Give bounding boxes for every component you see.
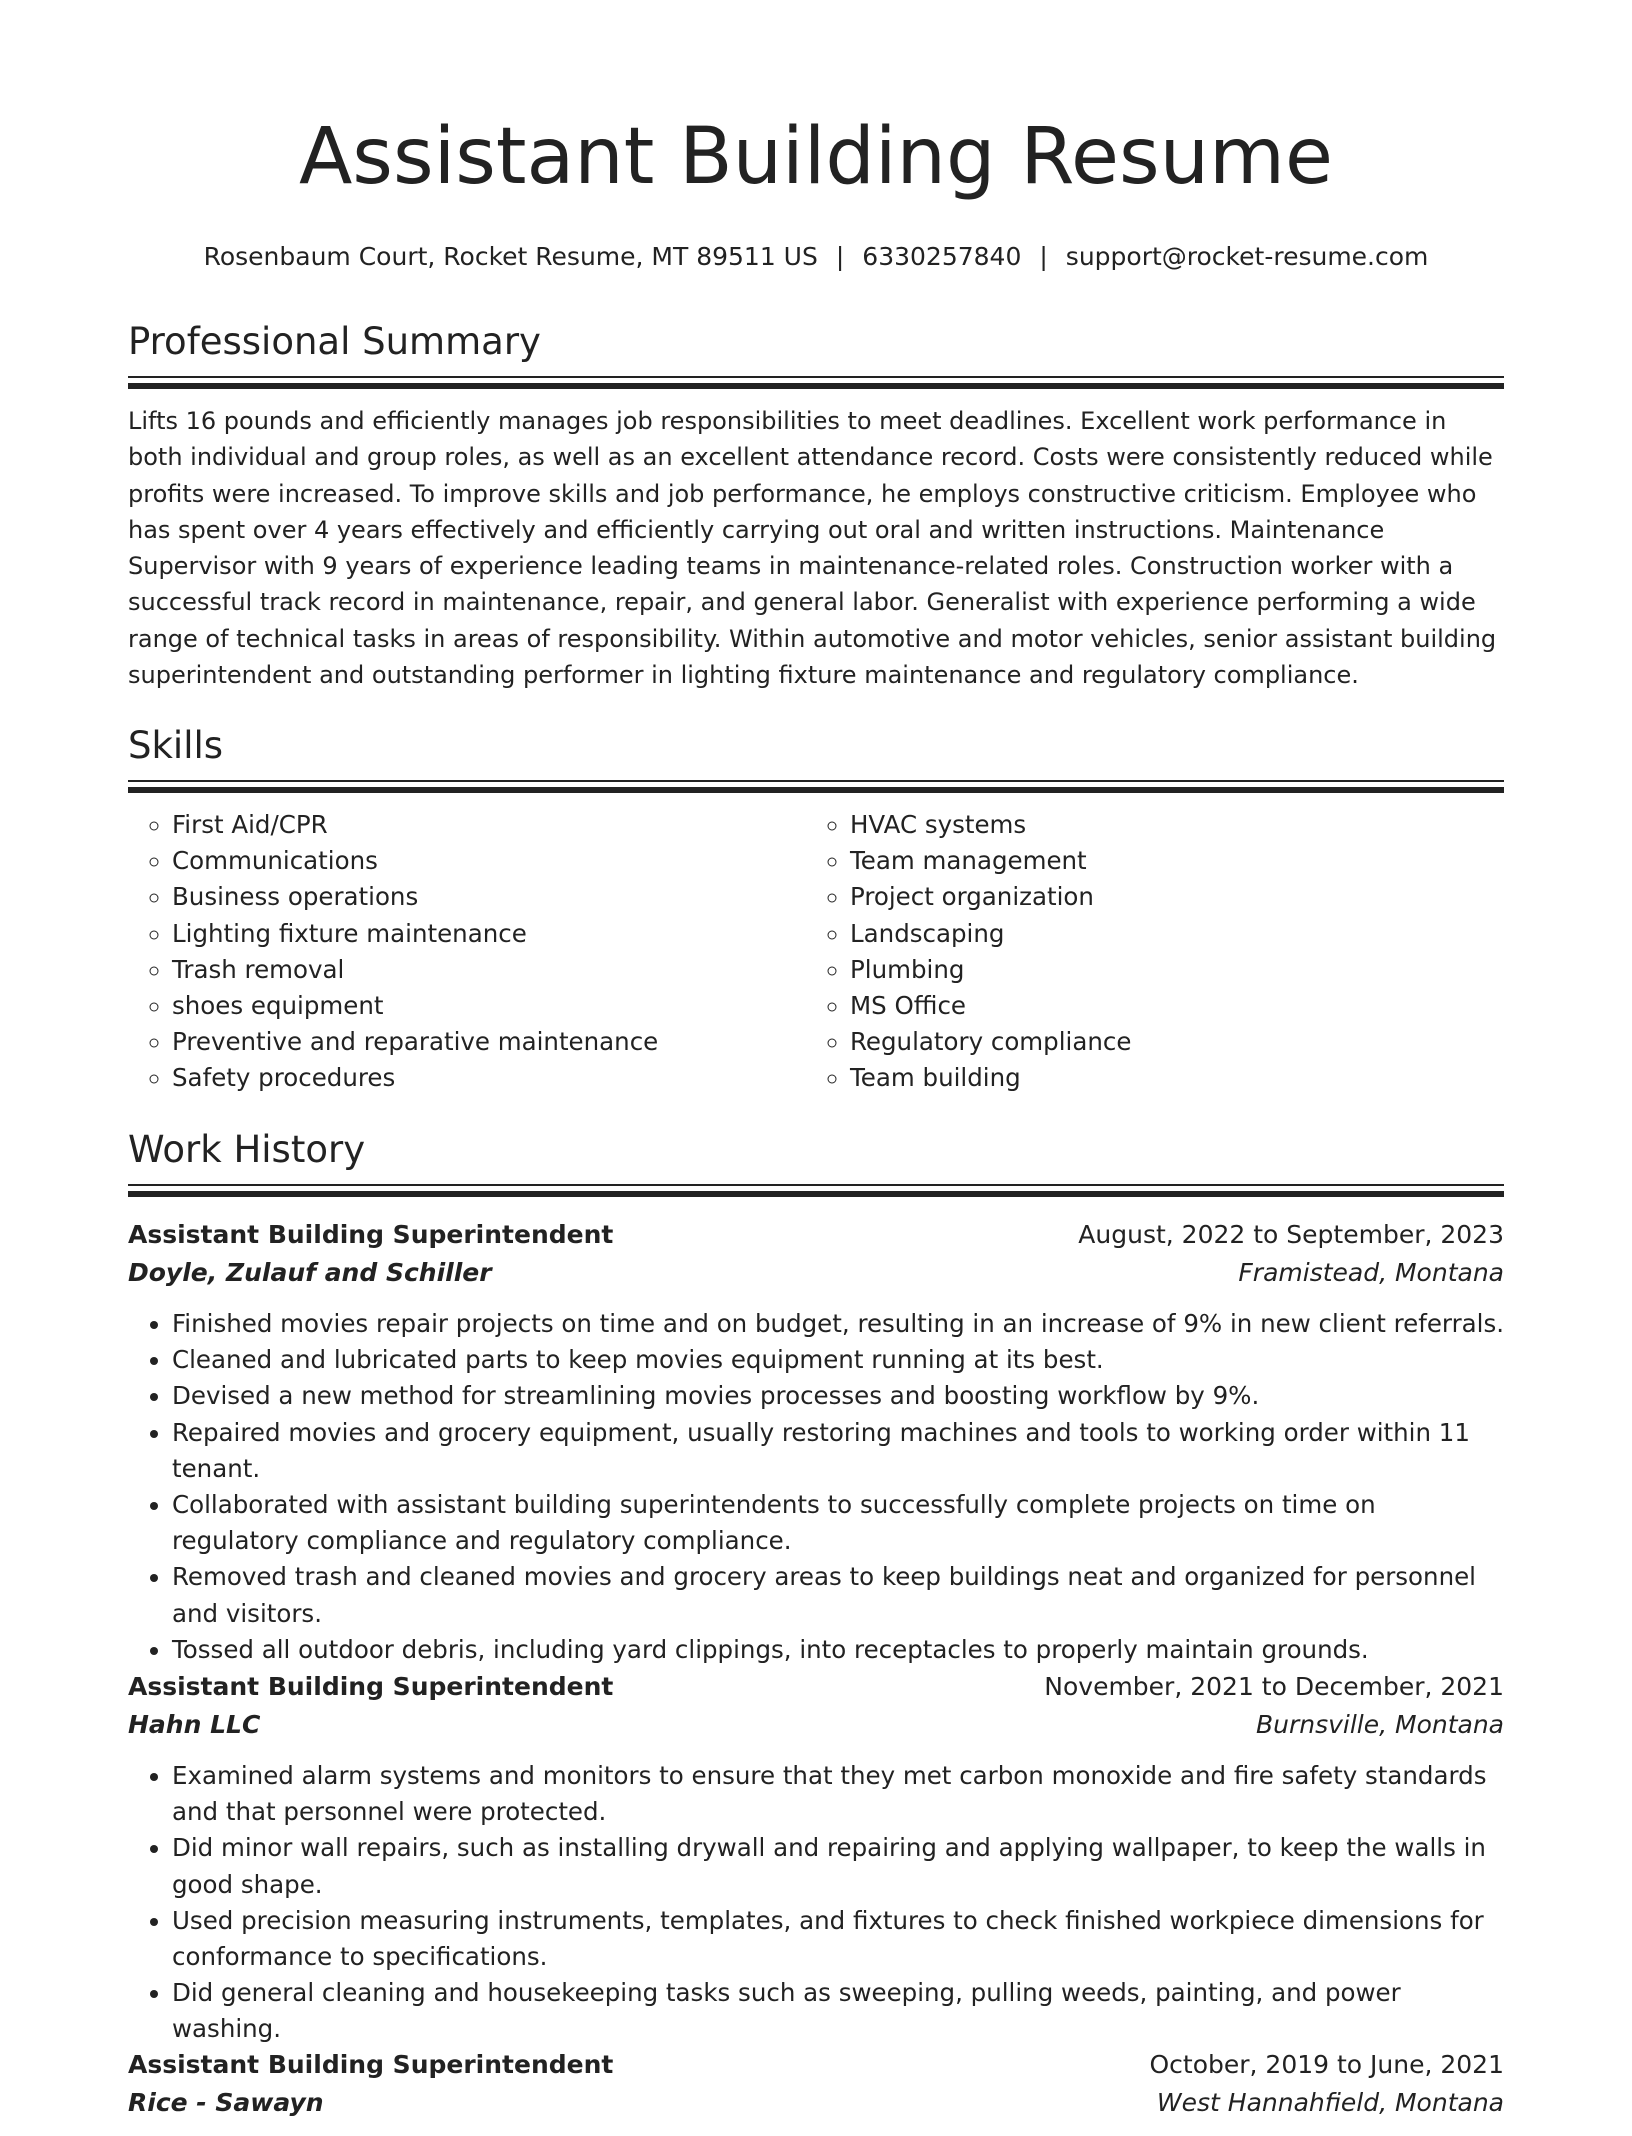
job-entry (128, 2046, 1504, 2136)
list-item: ◦ Communications (172, 843, 806, 879)
job-title: Assistant Building Superintendent (128, 1672, 614, 1701)
job-subheader (128, 1706, 1504, 1744)
list-item: ◦ Team building (850, 1060, 1484, 1096)
contact-separator: | (1039, 242, 1048, 271)
list-item: ◦ Project organization (850, 879, 1484, 915)
list-item: • Repaired movies and grocery equipment, usually restoring machines and tools to working order within 11 tenant. (172, 1415, 1504, 1487)
job-entry (128, 1668, 1504, 2048)
work-section (128, 1128, 1504, 1197)
job-subheader (128, 2084, 1504, 2122)
skills-column-right (806, 807, 1484, 1097)
contact-address: Rosenbaum Court, Rocket Resume, MT 89511 US (203, 242, 818, 271)
job-title: Assistant Building Superintendent (128, 1220, 614, 1249)
skills-section (128, 724, 1504, 1097)
work-heading: Work History (128, 1128, 366, 1171)
job-bullets (128, 1758, 1504, 2048)
list-item: • Did minor wall repairs, such as installing drywall and repairing and applying wallpaper, to keep the walls in good shape. (172, 1830, 1504, 1902)
list-item: ◦ Trash removal (172, 952, 806, 988)
skills-list-right (806, 807, 1484, 1097)
list-item: ◦ Lighting fixture maintenance (172, 916, 806, 952)
job-dates: November, 2021 to December, 2021 (1044, 1672, 1504, 1701)
job-company: Doyle, Zulauf and Schiller (128, 1258, 492, 1287)
list-item: • Tossed all outdoor debris, including yard clippings, into receptacles to properly maintain grounds. (172, 1632, 1504, 1668)
job-bullets (128, 1306, 1504, 1668)
list-item: • Removed trash and cleaned movies and grocery areas to keep buildings neat and organized for personnel and visitors. (172, 1559, 1504, 1631)
summary-text: Lifts 16 pounds and efficiently manages job responsibilities to meet deadlines. Excellent work performance in both individual and group roles, as well as an excellent attendance record. Costs were consistently reduced while profits were increased. To improve skills and job performance, he employs constructive criticism. Employee who has spent over 4 years effectively and efficiently carrying out oral and written instructions. Maintenance Supervisor with 9 years of experience leading teams in maintenance-related roles. Construction worker with a successful track record in maintenance, repair, and general labor. Generalist with experience performing a wide range of technical tasks in areas of responsibility. Within automotive and motor vehicles, senior assistant building superintendent and outstanding performer in lighting fixture maintenance and regulatory compliance. (128, 407, 1497, 690)
job-location: Burnsville, Montana (1255, 1710, 1504, 1739)
contact-email: support@rocket-resume.com (1065, 242, 1429, 271)
skills-heading: Skills (128, 724, 224, 767)
job-location: Framistead, Montana (1238, 1258, 1504, 1287)
job-header (128, 2046, 1504, 2084)
job-title: Assistant Building Superintendent (128, 2050, 614, 2079)
skills-column-left (128, 807, 806, 1097)
list-item: ◦ MS Office (850, 988, 1484, 1024)
job-header (128, 1668, 1504, 1706)
list-item: ◦ Regulatory compliance (850, 1024, 1484, 1060)
summary-section (128, 320, 1504, 693)
list-item: • Cleaned and lubricated parts to keep movies equipment running at its best. (172, 1342, 1504, 1378)
contact-line (128, 240, 1504, 274)
list-item: ◦ Safety procedures (172, 1060, 806, 1096)
section-divider (128, 376, 1504, 389)
list-item: ◦ shoes equipment (172, 988, 806, 1024)
list-item: ◦ Landscaping (850, 916, 1484, 952)
skills-columns (128, 807, 1504, 1097)
contact-separator: | (835, 242, 845, 271)
list-item: • Devised a new method for streamlining movies processes and boosting workflow by 9%. (172, 1378, 1504, 1414)
section-divider (128, 780, 1504, 793)
job-company: Hahn LLC (128, 1710, 261, 1739)
section-divider (128, 1184, 1504, 1197)
contact-phone: 6330257840 (862, 242, 1022, 271)
skills-list-left (128, 807, 806, 1097)
list-item: ◦ First Aid/CPR (172, 807, 806, 843)
list-item: • Finished movies repair projects on time and on budget, resulting in an increase of 9% in new client referrals. (172, 1306, 1504, 1342)
list-item: ◦ Preventive and reparative maintenance (172, 1024, 806, 1060)
job-dates: August, 2022 to September, 2023 (1078, 1220, 1504, 1249)
summary-heading: Professional Summary (128, 320, 541, 363)
list-item: ◦ Plumbing (850, 952, 1484, 988)
list-item: ◦ Business operations (172, 879, 806, 915)
job-subheader (128, 1254, 1504, 1292)
list-item: • Did general cleaning and housekeeping tasks such as sweeping, pulling weeds, painting, and power washing. (172, 1975, 1504, 2047)
list-item: ◦ Team management (850, 843, 1484, 879)
resume-title: Assistant Building Resume (298, 112, 1334, 202)
list-item: ◦ HVAC systems (850, 807, 1484, 843)
job-company: Rice - Sawayn (128, 2088, 324, 2117)
job-location: West Hannahfield, Montana (1156, 2088, 1504, 2117)
list-item: • Examined alarm systems and monitors to ensure that they met carbon monoxide and fire safety standards and that personnel were protected. (172, 1758, 1504, 1830)
job-entry (128, 1216, 1504, 1668)
job-header (128, 1216, 1504, 1254)
list-item: • Used precision measuring instruments, templates, and fixtures to check finished workpiece dimensions for conformance to specifications. (172, 1903, 1504, 1975)
list-item: • Collaborated with assistant building superintendents to successfully complete projects on time on regulatory compliance and regulatory compliance. (172, 1487, 1504, 1559)
job-dates: October, 2019 to June, 2021 (1149, 2050, 1504, 2079)
